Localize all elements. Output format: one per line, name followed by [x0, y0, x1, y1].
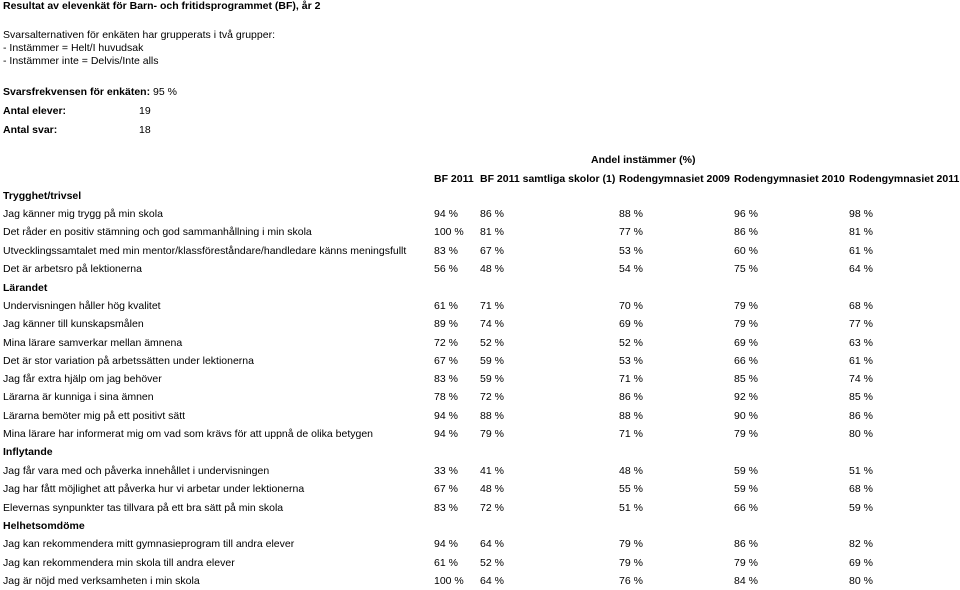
value-cell: 79 % — [619, 538, 643, 550]
value-cell: 71 % — [480, 300, 504, 312]
value-cell: 79 % — [734, 557, 758, 569]
section-heading: Helhetsomdöme — [3, 520, 85, 532]
value-cell: 52 % — [619, 337, 643, 349]
value-cell: 80 % — [849, 575, 873, 587]
intro-line: - Instämmer = Helt/I huvudsak — [3, 42, 144, 54]
value-cell: 83 % — [434, 245, 458, 257]
statement-label: Det är arbetsro på lektionerna — [3, 263, 142, 275]
value-cell: 69 % — [849, 557, 873, 569]
value-cell: 76 % — [619, 575, 643, 587]
students-value: 19 — [139, 105, 151, 117]
statement-label: Jag har fått möjlighet att påverka hur vi arbetar under lektionerna — [3, 483, 305, 495]
value-cell: 64 % — [480, 538, 504, 550]
value-cell: 51 % — [619, 502, 643, 514]
statement-label: Jag får vara med och påverka innehållet i undervisningen — [3, 465, 270, 477]
statement-label: Det råder en positiv stämning och god sammanhållning i min skola — [3, 226, 312, 238]
value-cell: 61 % — [849, 355, 873, 367]
value-cell: 53 % — [619, 355, 643, 367]
value-cell: 64 % — [480, 575, 504, 587]
value-cell: 61 % — [849, 245, 873, 257]
value-cell: 63 % — [849, 337, 873, 349]
value-cell: 33 % — [434, 465, 458, 477]
value-cell: 61 % — [434, 300, 458, 312]
statement-label: Jag kan rekommendera min skola till andra elever — [3, 557, 235, 569]
value-cell: 86 % — [734, 538, 758, 550]
value-cell: 71 % — [619, 428, 643, 440]
value-cell: 59 % — [734, 483, 758, 495]
value-cell: 74 % — [480, 318, 504, 330]
value-cell: 52 % — [480, 557, 504, 569]
value-cell: 70 % — [619, 300, 643, 312]
value-cell: 90 % — [734, 410, 758, 422]
value-cell: 61 % — [434, 557, 458, 569]
value-cell: 79 % — [734, 318, 758, 330]
value-cell: 82 % — [849, 538, 873, 550]
value-cell: 72 % — [480, 502, 504, 514]
statement-label: Det är stor variation på arbetssätten under lektionerna — [3, 355, 254, 367]
value-cell: 86 % — [619, 391, 643, 403]
value-cell: 60 % — [734, 245, 758, 257]
value-cell: 96 % — [734, 208, 758, 220]
value-cell: 72 % — [434, 337, 458, 349]
value-cell: 94 % — [434, 538, 458, 550]
statement-label: Lärarna är kunniga i sina ämnen — [3, 391, 154, 403]
statement-label: Mina lärare samverkar mellan ämnena — [3, 337, 183, 349]
value-cell: 54 % — [619, 263, 643, 275]
value-cell: 71 % — [619, 373, 643, 385]
column-header: BF 2011 — [434, 173, 474, 185]
value-cell: 48 % — [480, 263, 504, 275]
value-cell: 56 % — [434, 263, 458, 275]
group-header: Andel instämmer (%) — [591, 154, 696, 166]
value-cell: 68 % — [849, 300, 873, 312]
value-cell: 94 % — [434, 428, 458, 440]
answers-value: 18 — [139, 124, 151, 136]
value-cell: 81 % — [849, 226, 873, 238]
value-cell: 69 % — [734, 337, 758, 349]
column-header: Rodengymnasiet 2009 — [619, 173, 730, 185]
value-cell: 100 % — [434, 226, 464, 238]
statement-label: Undervisningen håller hög kvalitet — [3, 300, 161, 312]
value-cell: 67 % — [434, 355, 458, 367]
value-cell: 75 % — [734, 263, 758, 275]
value-cell: 81 % — [480, 226, 504, 238]
value-cell: 52 % — [480, 337, 504, 349]
value-cell: 74 % — [849, 373, 873, 385]
column-header: BF 2011 samtliga skolor (1) — [480, 173, 616, 185]
statement-label: Lärarna bemöter mig på ett positivt sätt — [3, 410, 186, 422]
value-cell: 94 % — [434, 410, 458, 422]
response-rate-label: Svarsfrekvensen för enkäten: — [3, 86, 151, 98]
intro-line: - Instämmer inte = Delvis/Inte alls — [3, 55, 159, 67]
column-header: Rodengymnasiet 2011 — [849, 173, 960, 185]
value-cell: 55 % — [619, 483, 643, 495]
value-cell: 98 % — [849, 208, 873, 220]
value-cell: 83 % — [434, 502, 458, 514]
value-cell: 68 % — [849, 483, 873, 495]
statement-label: Jag är nöjd med verksamheten i min skola — [3, 575, 200, 587]
value-cell: 59 % — [734, 465, 758, 477]
value-cell: 64 % — [849, 263, 873, 275]
statement-label: Jag kan rekommendera mitt gymnasieprogram till andra elever — [3, 538, 295, 550]
value-cell: 83 % — [434, 373, 458, 385]
value-cell: 66 % — [734, 502, 758, 514]
value-cell: 59 % — [849, 502, 873, 514]
statement-label: Jag får extra hjälp om jag behöver — [3, 373, 162, 385]
value-cell: 86 % — [480, 208, 504, 220]
value-cell: 67 % — [480, 245, 504, 257]
section-heading: Lärandet — [3, 282, 48, 294]
value-cell: 48 % — [619, 465, 643, 477]
value-cell: 66 % — [734, 355, 758, 367]
value-cell: 79 % — [619, 557, 643, 569]
value-cell: 59 % — [480, 355, 504, 367]
value-cell: 88 % — [619, 208, 643, 220]
value-cell: 69 % — [619, 318, 643, 330]
section-heading: Trygghet/trivsel — [3, 190, 82, 202]
value-cell: 77 % — [849, 318, 873, 330]
value-cell: 86 % — [734, 226, 758, 238]
value-cell: 88 % — [480, 410, 504, 422]
value-cell: 77 % — [619, 226, 643, 238]
value-cell: 79 % — [734, 300, 758, 312]
page-title: Resultat av elevenkät för Barn- och fritidsprogrammet (BF), år 2 — [3, 0, 321, 12]
statement-label: Mina lärare har informerat mig om vad som krävs för att uppnå de olika betygen — [3, 428, 374, 440]
value-cell: 78 % — [434, 391, 458, 403]
column-header: Rodengymnasiet 2010 — [734, 173, 845, 185]
value-cell: 85 % — [734, 373, 758, 385]
value-cell: 41 % — [480, 465, 504, 477]
value-cell: 79 % — [480, 428, 504, 440]
statement-label: Elevernas synpunkter tas tillvara på ett bra sätt på min skola — [3, 502, 284, 514]
response-rate-value: 95 % — [153, 86, 177, 98]
value-cell: 53 % — [619, 245, 643, 257]
statement-label: Jag känner mig trygg på min skola — [3, 208, 163, 220]
value-cell: 48 % — [480, 483, 504, 495]
value-cell: 92 % — [734, 391, 758, 403]
value-cell: 79 % — [734, 428, 758, 440]
intro-line: Svarsalternativen för enkäten har grupperats i två grupper: — [3, 29, 275, 41]
statement-label: Utvecklingssamtalet med min mentor/klassföreståndare/handledare känns meningsfullt — [3, 245, 407, 257]
value-cell: 67 % — [434, 483, 458, 495]
section-heading: Inflytande — [3, 446, 53, 458]
value-cell: 84 % — [734, 575, 758, 587]
statement-label: Jag känner till kunskapsmålen — [3, 318, 144, 330]
value-cell: 89 % — [434, 318, 458, 330]
value-cell: 59 % — [480, 373, 504, 385]
value-cell: 88 % — [619, 410, 643, 422]
answers-label: Antal svar: — [3, 124, 58, 136]
value-cell: 80 % — [849, 428, 873, 440]
value-cell: 94 % — [434, 208, 458, 220]
value-cell: 86 % — [849, 410, 873, 422]
value-cell: 72 % — [480, 391, 504, 403]
students-label: Antal elever: — [3, 105, 67, 117]
value-cell: 100 % — [434, 575, 464, 587]
response-rate — [3, 86, 177, 98]
value-cell: 51 % — [849, 465, 873, 477]
value-cell: 85 % — [849, 391, 873, 403]
